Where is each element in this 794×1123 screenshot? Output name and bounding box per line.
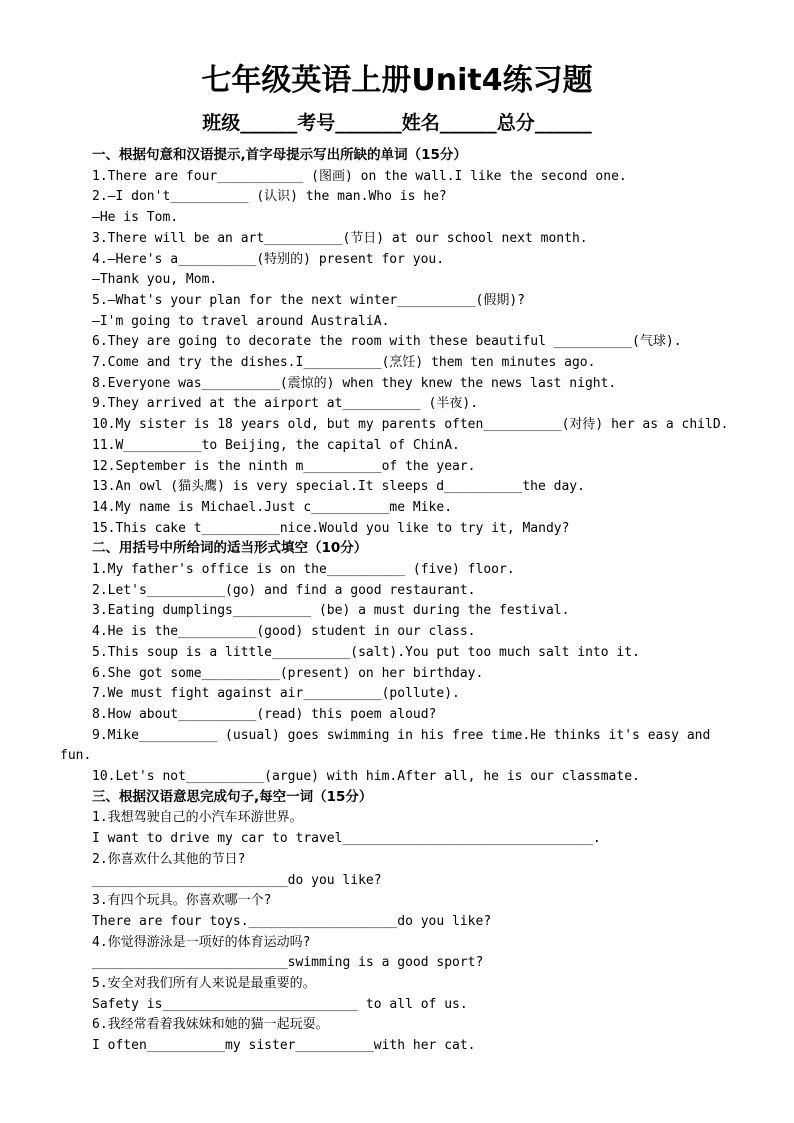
exercise-line: 4.—Here's a__________(特别的) present for you. <box>92 251 445 267</box>
exercise-line: 9.They arrived at the airport at__________ (半夜). <box>92 396 479 412</box>
exercise-line: 7.Come and try the dishes.I__________(烹饪) them ten minutes ago. <box>92 355 596 370</box>
exercise-line: 2.Let's__________(go) and find a good restaurant. <box>92 582 476 598</box>
exercise-line: 5.安全对我们所有人来说是最重要的。 <box>92 976 316 991</box>
exercise-line: 15.This cake t__________nice.Would you like to try it, Mandy? <box>92 520 570 536</box>
exercise-line: 6.They are going to decorate the room with these beautiful __________(气球). <box>92 334 682 350</box>
exercise-line: _________________________swimming is a good sport? <box>92 955 484 971</box>
exercise-line: 9.Mike__________ (usual) goes swimming in his free time.He thinks it's easy and <box>92 727 711 743</box>
exercise-line: 4.你觉得游泳是一项好的体育运动吗? <box>92 934 311 950</box>
exercise-line: 10.My sister is 18 years old, but my parents often__________(对待) her as a chilD. <box>92 417 729 433</box>
exercise-line: 3.There will be an art__________(节日) at our school next month. <box>92 230 588 246</box>
exercise-line: There are four toys.___________________do you like? <box>92 913 492 929</box>
exercise-line: 5.This soup is a little__________(salt).You put too much salt into it. <box>92 644 640 660</box>
exercise-line: 2.—I don't__________ (认识) the man.Who is he? <box>92 189 447 205</box>
exercise-line: 8.How about__________(read) this poem aloud? <box>92 706 437 722</box>
section-heading: 三、根据汉语意思完成句子,每空一词（15分） <box>92 788 373 805</box>
exercise-line: 1.我想驾驶自己的小汽车环游世界。 <box>92 810 303 826</box>
exercise-line: 14.My name is Michael.Just c__________me Mike. <box>92 499 453 515</box>
exercise-line: 8.Everyone was__________(震惊的) when they knew the news last night. <box>92 375 617 391</box>
exercise-line: 10.Let's not__________(argue) with him.After all, he is our classmate. <box>92 769 640 784</box>
exercise-line: 2.你喜欢什么其他的节日? <box>92 851 246 867</box>
exercise-line: Safety is_________________________ to all of us. <box>92 996 468 1012</box>
exercise-line: 4.He is the__________(good) student in our class. <box>92 624 476 640</box>
exercise-line: 13.An owl (猫头鹰) is very special.It sleeps d__________the day. <box>92 479 585 495</box>
exercise-line: 5.—What's your plan for the next winter__________(假期)? <box>92 292 525 308</box>
exercise-line: —Thank you, Mom. <box>92 272 218 288</box>
exercise-line: 6.我经常看着我妹妹和她的猫一起玩耍。 <box>92 1017 329 1033</box>
exercise-line: 6.She got some__________(present) on her birthday. <box>92 665 484 681</box>
section-heading: 一、根据句意和汉语提示,首字母提示写出所缺的单词（15分） <box>92 147 467 163</box>
student-info-line: 班级______考号_______姓名______总分______ <box>202 112 592 134</box>
exercise-line: 11.W__________to Beijing, the capital of ChinA. <box>92 437 460 453</box>
exercise-line: fun. <box>60 748 92 764</box>
exercise-line: —I'm going to travel around AustraliA. <box>92 313 390 329</box>
exercise-line: 3.Eating dumplings__________ (be) a must during the festival. <box>92 603 570 619</box>
exercise-line: _________________________do you like? <box>92 872 382 888</box>
exercise-line: 1.There are four___________ (图画) on the wall.I like the second one. <box>92 168 627 184</box>
page-title: 七年级英语上册Unit4练习题 <box>201 63 593 98</box>
exercise-line: —He is Tom. <box>92 210 179 226</box>
exercise-line: I want to drive my car to travel________________________________. <box>92 831 601 847</box>
exercise-line: 7.We must fight against air__________(pollute). <box>92 686 460 702</box>
exercise-line: 12.September is the ninth m__________of the year. <box>92 458 476 474</box>
exercise-line: 1.My father's office is on the__________ (five) floor. <box>92 562 515 577</box>
exercise-line: 3.有四个玩具。你喜欢哪一个? <box>92 893 272 909</box>
section-heading: 二、用括号中所给词的适当形式填空（10分） <box>92 540 368 557</box>
exercise-line: I often__________my sister__________with her cat. <box>92 1038 476 1054</box>
